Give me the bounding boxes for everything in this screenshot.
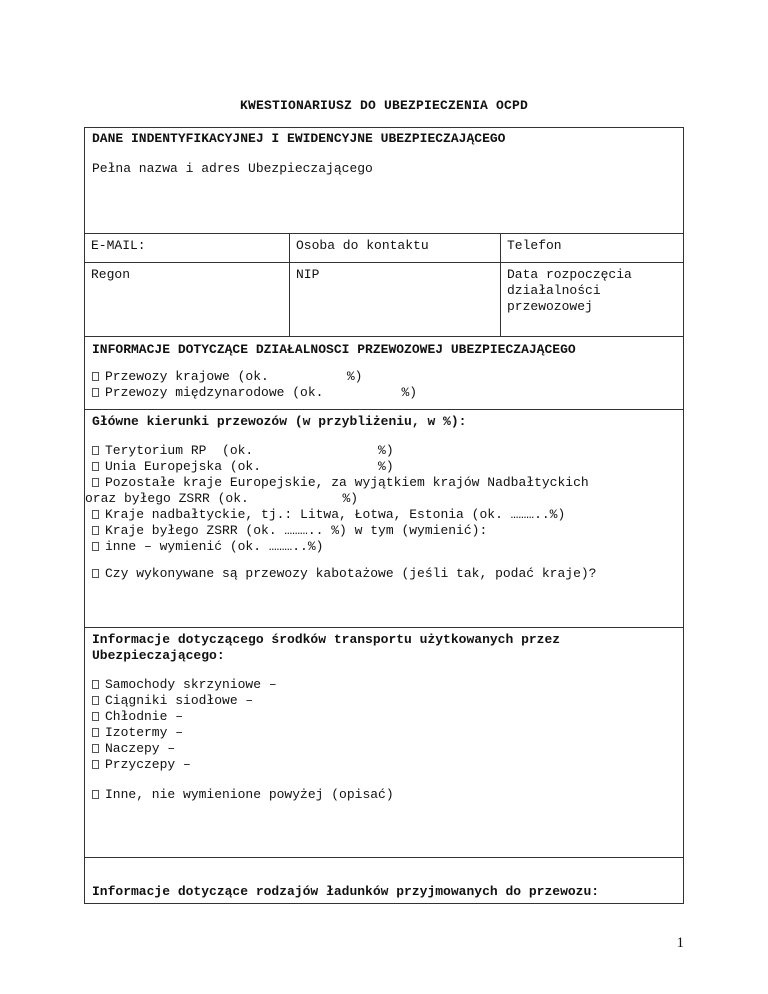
checkbox-icon[interactable]	[92, 728, 99, 737]
start-date-label-line1: Data rozpoczęcia	[507, 267, 632, 282]
start-date-field[interactable]	[501, 263, 683, 336]
checkbox-icon[interactable]	[92, 372, 99, 381]
start-date-label-line2: działalności	[507, 283, 601, 298]
direction-option-other[interactable]	[92, 539, 676, 555]
direction-option-rp[interactable]	[92, 443, 676, 459]
registration-row	[85, 263, 683, 337]
direction-label-continuation: oraz byłego ZSRR (ok. %)	[85, 491, 359, 506]
checkbox-icon[interactable]	[92, 526, 99, 535]
direction-label-other-europe: Pozostałe kraje Europejskie, za wyjątkiem krajów Nadbałtyckich	[105, 475, 589, 490]
transport-activity-heading: INFORMACJE DOTYCZĄCE DZIAŁALNOSCI PRZEWOZOWEJ UBEZPIECZAJĄCEGO	[92, 342, 576, 357]
cargo-types-section[interactable]	[85, 858, 683, 904]
vehicle-label-box-trucks: Samochody skrzyniowe –	[105, 677, 277, 692]
checkbox-icon[interactable]	[92, 790, 99, 799]
checkbox-icon[interactable]	[92, 388, 99, 397]
checkbox-icon[interactable]	[92, 696, 99, 705]
direction-option-other-europe[interactable]	[92, 475, 676, 491]
vehicle-option-refrigerated[interactable]	[92, 709, 676, 725]
cabotage-question-label: Czy wykonywane są przewozy kabotażowe (jeśli tak, podać kraje)?	[105, 566, 597, 581]
email-label: E-MAIL:	[91, 238, 146, 253]
nip-field[interactable]	[290, 263, 501, 336]
full-name-address-label: Pełna nazwa i adres Ubezpieczającego	[92, 161, 373, 176]
vehicle-label-isothermal: Izotermy –	[105, 725, 184, 740]
direction-label-ussr: Kraje byłego ZSRR (ok. ……….. %) w tym (wymienić):	[105, 523, 488, 538]
checkbox-icon[interactable]	[92, 478, 99, 487]
direction-option-ussr[interactable]	[92, 523, 676, 539]
questionnaire-form	[84, 127, 684, 904]
international-transport-label: Przewozy międzynarodowe (ok. %)	[105, 385, 418, 400]
vehicle-label-trailers: Przyczepy –	[105, 757, 191, 772]
checkbox-icon[interactable]	[92, 462, 99, 471]
direction-option-baltic[interactable]	[92, 507, 676, 523]
direction-label-other: inne – wymienić (ok. ………..%)	[105, 539, 324, 554]
phone-field[interactable]	[501, 234, 683, 262]
vehicle-option-box-trucks[interactable]	[92, 677, 676, 693]
cargo-types-heading: Informacje dotyczące rodzajów ładunków przyjmowanych do przewozu:	[92, 884, 600, 899]
transport-directions-heading: Główne kierunki przewozów (w przybliżeniu, w %):	[92, 414, 467, 429]
checkbox-icon[interactable]	[92, 569, 99, 578]
cabotage-option[interactable]	[92, 566, 676, 582]
contact-row	[85, 234, 683, 263]
vehicle-option-isothermal[interactable]	[92, 725, 676, 741]
contact-person-label: Osoba do kontaktu	[296, 238, 429, 253]
vehicle-label-tractors: Ciągniki siodłowe –	[105, 693, 254, 708]
checkbox-icon[interactable]	[92, 760, 99, 769]
nip-label: NIP	[296, 267, 320, 282]
vehicle-option-other[interactable]	[92, 787, 676, 803]
vehicle-option-trailers[interactable]	[92, 757, 676, 773]
vehicle-label-refrigerated: Chłodnie –	[105, 709, 184, 724]
checkbox-icon[interactable]	[92, 680, 99, 689]
vehicles-heading-line2: Ubezpieczającego:	[92, 648, 225, 663]
vehicles-section	[85, 628, 683, 858]
vehicle-option-tractors[interactable]	[92, 693, 676, 709]
checkbox-icon[interactable]	[92, 510, 99, 519]
vehicles-heading-line1: Informacje dotyczącego środków transportu użytkowanych przez	[92, 632, 561, 647]
domestic-transport-option[interactable]	[92, 369, 676, 385]
document-title: KWESTIONARIUSZ DO UBEZPIECZENIA OCPD	[239, 98, 529, 113]
identification-heading: DANE INDENTYFIKACYJNEJ I EWIDENCYJNE UBEZPIECZAJĄCEGO	[92, 131, 506, 146]
regon-field[interactable]	[85, 263, 290, 336]
checkbox-icon[interactable]	[92, 542, 99, 551]
checkbox-icon[interactable]	[92, 744, 99, 753]
direction-label-baltic: Kraje nadbałtyckie, tj.: Litwa, Łotwa, Estonia (ok. ………..%)	[105, 507, 566, 522]
vehicle-option-semitrailers[interactable]	[92, 741, 676, 757]
direction-label-eu: Unia Europejska (ok. %)	[105, 459, 394, 474]
page-number: 1	[676, 935, 684, 951]
contact-person-field[interactable]	[290, 234, 501, 262]
email-field[interactable]	[85, 234, 290, 262]
vehicle-label-other: Inne, nie wymienione powyżej (opisać)	[105, 787, 394, 802]
phone-label: Telefon	[507, 238, 562, 253]
direction-label-rp: Terytorium RP (ok. %)	[105, 443, 394, 458]
regon-label: Regon	[91, 267, 131, 282]
direction-option-eu[interactable]	[92, 459, 676, 475]
international-transport-option[interactable]	[92, 385, 676, 401]
identification-section[interactable]	[85, 128, 683, 234]
start-date-label-line3: przewozowej	[507, 299, 593, 314]
transport-activity-section	[85, 337, 683, 410]
vehicle-label-semitrailers: Naczepy –	[105, 741, 176, 756]
checkbox-icon[interactable]	[92, 712, 99, 721]
checkbox-icon[interactable]	[92, 446, 99, 455]
transport-directions-section	[85, 410, 683, 628]
domestic-transport-label: Przewozy krajowe (ok. %)	[105, 369, 363, 384]
